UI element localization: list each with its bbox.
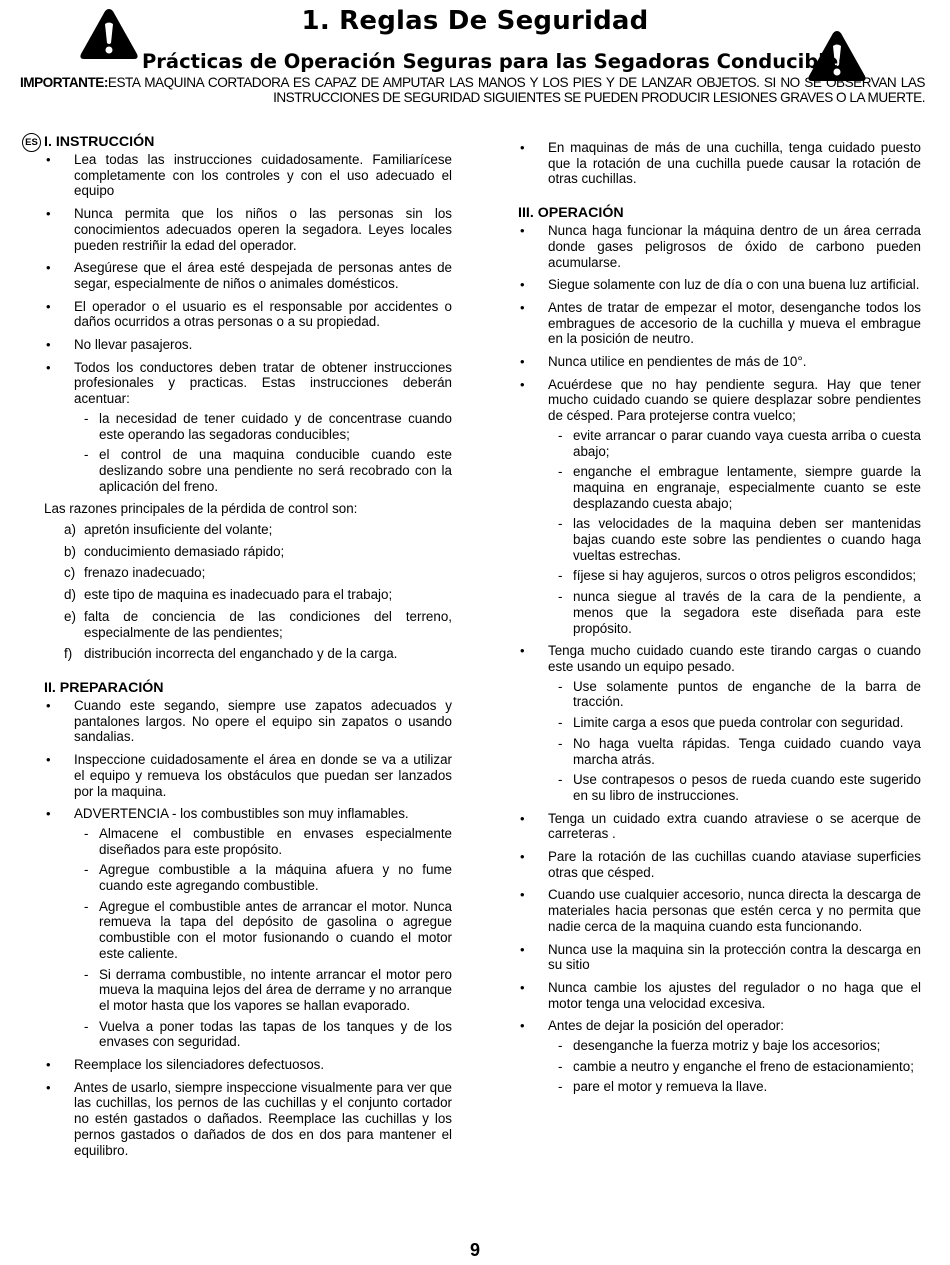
- list-item-text: Acuérdese que no hay pendiente segura. Hay que tener mucho cuidado cuando se quiere desplazar sobre pendientes de césped. Para protejerse contra vuelco;: [548, 376, 921, 424]
- list-item: [44, 806, 452, 1050]
- list-item: • Reemplace los silenciadores defectuosos.: [44, 1057, 452, 1073]
- reasons-intro: Las razones principales de la pérdida de control son:: [44, 501, 358, 517]
- list-item-text: este tipo de maquina es inadecuado para el trabajo;: [84, 587, 393, 603]
- important-warning: [20, 75, 925, 105]
- list-item: • No llevar pasajeros.: [44, 337, 452, 353]
- dash-list: [548, 1038, 921, 1095]
- list-item: • Tenga un cuidado extra cuando atraviese o se acerque de carreteras .: [518, 811, 921, 842]
- list-item: • Inspeccione cuidadosamente el área en donde se va a utilizar el equipo y remueva los obstáculos que puedan ser lanzados por la maquina.: [44, 752, 452, 799]
- important-text: ESTA MAQUINA CORTADORA ES CAPAZ DE AMPUTAR LAS MANOS Y LOS PIES Y DE LANZAR OBJETOS. SI NO SE OBSERVAN LAS INSTRUCCIONES DE SEGURIDAD SIGUIENTES SE PUEDEN PRODUCIR LESIONES GRAVES O LA MUERTE.: [107, 75, 925, 105]
- list-item: - Use solamente puntos de enganche de la barra de tracción.: [548, 679, 921, 710]
- list-letter: e): [64, 608, 76, 624]
- section-preparacion: [44, 680, 452, 1158]
- list-item-text: ADVERTENCIA - los combustibles son muy inflamables.: [74, 806, 409, 822]
- section-heading: [25, 134, 452, 150]
- list-item: [64, 565, 452, 581]
- list-item: [64, 544, 452, 560]
- list-item: [64, 609, 452, 640]
- list-item: • El operador o el usuario es el responsable por accidentes o daños ocurridos a otras personas o a su propiedad.: [44, 299, 452, 330]
- list-item: • Cuando use cualquier accesorio, nunca directa la descarga de materiales hacia personas que estén cerca y no permita que nadie cerca de la maquina cuando esta funcionando.: [518, 887, 921, 934]
- list-item: - Si derrama combustible, no intente arrancar el motor pero mueva la maquina lejos del área de derrame y no arranque el motor hasta que los vapores se hallan evaporado.: [74, 967, 452, 1014]
- section-heading: III. OPERACIÓN: [518, 205, 624, 222]
- list-item: - las velocidades de la maquina deben ser mantenidas bajas cuando este sobre las pendientes o cuando haga vueltas estrechas.: [548, 516, 921, 563]
- section-operacion: [518, 205, 921, 1095]
- list-letter: d): [64, 587, 76, 603]
- list-item: [44, 360, 452, 495]
- list-letter: b): [64, 543, 76, 559]
- bullet-list: [44, 698, 452, 1158]
- list-item: • Cuando este segando, siempre use zapatos adecuados y pantalones largos. No opere el equipo sin zapatos o usando sandalias.: [44, 698, 452, 745]
- page-subtitle: Prácticas de Operación Seguras para las Segadoras Conducibles: [142, 50, 850, 73]
- list-item: - fíjese si hay agujeros, surcos o otros peligros escondidos;: [548, 568, 921, 584]
- list-item: • En maquinas de más de una cuchilla, tenga cuidado puesto que la rotación de una cuchilla puede causar la rotación de otras cuchillas.: [518, 140, 921, 187]
- list-item: - cambie a neutro y enganche el freno de estacionamiento;: [548, 1059, 921, 1075]
- bullet-list: [518, 223, 921, 1095]
- list-item: - Agregue combustible a la máquina afuera y no fume cuando este agregando combustible.: [74, 862, 452, 893]
- list-item: - la necesidad de tener cuidado y de concentrase cuando este operando las segadoras conducibles;: [74, 411, 452, 442]
- list-item-text: apretón insuficiente del volante;: [84, 522, 273, 538]
- list-item: - evite arrancar o parar cuando vaya cuesta arriba o cuesta abajo;: [548, 428, 921, 459]
- list-item-text: Todos los conductores deben tratar de obtener instrucciones profesionales y practicas. Estas instrucciones deberán acentuar:: [74, 359, 452, 407]
- list-item: • Nunca utilice en pendientes de más de 10°.: [518, 354, 921, 370]
- page-number: 9: [469, 1240, 480, 1260]
- list-item: - nunca siegue al través de la cara de la pendiente, a menos que la segadora este diseñada para este propósito.: [548, 589, 921, 636]
- list-item-text: falta de conciencia de las condiciones del terreno, especialmente de las pendientes;: [84, 608, 452, 640]
- dash-list: [548, 428, 921, 636]
- list-item: - Vuelva a poner todas las tapas de los tanques y de los envases con seguridad.: [74, 1019, 452, 1050]
- list-letter: c): [64, 565, 76, 581]
- bullet-list: [518, 140, 921, 187]
- page-title: 1. Reglas De Seguridad: [301, 6, 649, 36]
- list-item: - desenganche la fuerza motriz y baje los accesorios;: [548, 1038, 921, 1054]
- list-item: • Antes de usarlo, siempre inspeccione visualmente para ver que las cuchillas, los pernos de las cuchillas y el conjunto cortador no estén gastados o dañados. Reemplace las cuchillas y los pernos gastados o dañados de dos en dos para mantener el equilibro.: [44, 1080, 452, 1159]
- list-item-text: frenazo inadecuado;: [84, 565, 206, 581]
- list-item: [64, 587, 452, 603]
- dash-list: [548, 679, 921, 804]
- list-item: • Nunca use la maquina sin la protección contra la descarga en su sitio: [518, 942, 921, 973]
- list-item: [518, 643, 921, 803]
- list-item: [64, 522, 452, 538]
- list-item: • Nunca cambie los ajustes del regulador o no haga que el motor tenga una velocidad excesiva.: [518, 980, 921, 1011]
- list-letter: a): [64, 522, 76, 538]
- list-item: - Agregue el combustible antes de arrancar el motor. Nunca remueva la tapa del depósito de gasolina o agregue combustible con el motor fusionando o cuando el motor este caliente.: [74, 899, 452, 962]
- left-column: [25, 134, 452, 1172]
- section-instruccion: [25, 134, 452, 662]
- reasons-list: [44, 522, 452, 662]
- dash-list: [74, 411, 452, 495]
- list-item-text: Antes de dejar la posición del operador:: [548, 1018, 784, 1034]
- list-item: • Nunca haga funcionar la máquina dentro de un área cerrada donde gases peligrosos de óxido de carbono pueden acumularse.: [518, 223, 921, 270]
- list-item: - No haga vuelta rápidas. Tenga cuidado cuando vaya marcha atrás.: [548, 736, 921, 767]
- list-item: • Nunca permita que los niños o las personas sin los conocimientos adecuados operen la segadora. Leyes locales pueden restriñir la edad del operador.: [44, 206, 452, 253]
- list-item: • Lea todas las instrucciones cuidadosamente. Familiarícese completamente con los controles y con el uso adecuado el equipo: [44, 152, 452, 199]
- list-item: - Use contrapesos o pesos de rueda cuando este sugerido en su libro de instrucciones.: [548, 772, 921, 803]
- list-item: [518, 1018, 921, 1095]
- list-item-text: conducimiento demasiado rápido;: [84, 543, 285, 559]
- list-item-text: distribución incorrecta del enganchado y de la carga.: [84, 646, 398, 662]
- section-heading: II. PREPARACIÓN: [44, 679, 164, 696]
- list-item: • Asegúrese que el área esté despejada de personas antes de segar, especialmente de niños o animales domésticos.: [44, 260, 452, 291]
- important-label: IMPORTANTE:: [20, 75, 108, 90]
- language-badge-icon: ES: [22, 133, 41, 152]
- list-item: - Limite carga a esos que pueda controlar con seguridad.: [548, 715, 921, 731]
- list-item: • Pare la rotación de las cuchillas cuando ataviase superficies otras que césped.: [518, 849, 921, 880]
- list-item: - Almacene el combustible en envases especialmente diseñados para este propósito.: [74, 826, 452, 857]
- list-item: [518, 377, 921, 637]
- right-column: [518, 140, 921, 1109]
- list-item: • Siegue solamente con luz de día o con una buena luz artificial.: [518, 277, 921, 293]
- list-item: - pare el motor y remueva la llave.: [548, 1079, 921, 1095]
- list-item-text: Tenga mucho cuidado cuando este tirando cargas o cuando este usando un equipo pesado.: [548, 643, 921, 674]
- list-item: [64, 646, 452, 662]
- list-item: - el control de una maquina conducible cuando este deslizando sobre una pendiente no será recobrado con la aplicación del freno.: [74, 447, 452, 494]
- section-heading-text: I. INSTRUCCIÓN: [44, 134, 155, 150]
- dash-list: [74, 826, 452, 1050]
- bullet-list: [44, 152, 452, 494]
- list-item: • Antes de tratar de empezar el motor, desenganche todos los embragues de accesorio de la cuchilla y mueva el embrague en la posición de neutro.: [518, 300, 921, 347]
- list-letter: f): [64, 646, 73, 662]
- list-item: - enganche el embrague lentamente, siempre guarde la maquina en engranaje, especialmente cuanto se este desplazando cuesta abajo;: [548, 464, 921, 511]
